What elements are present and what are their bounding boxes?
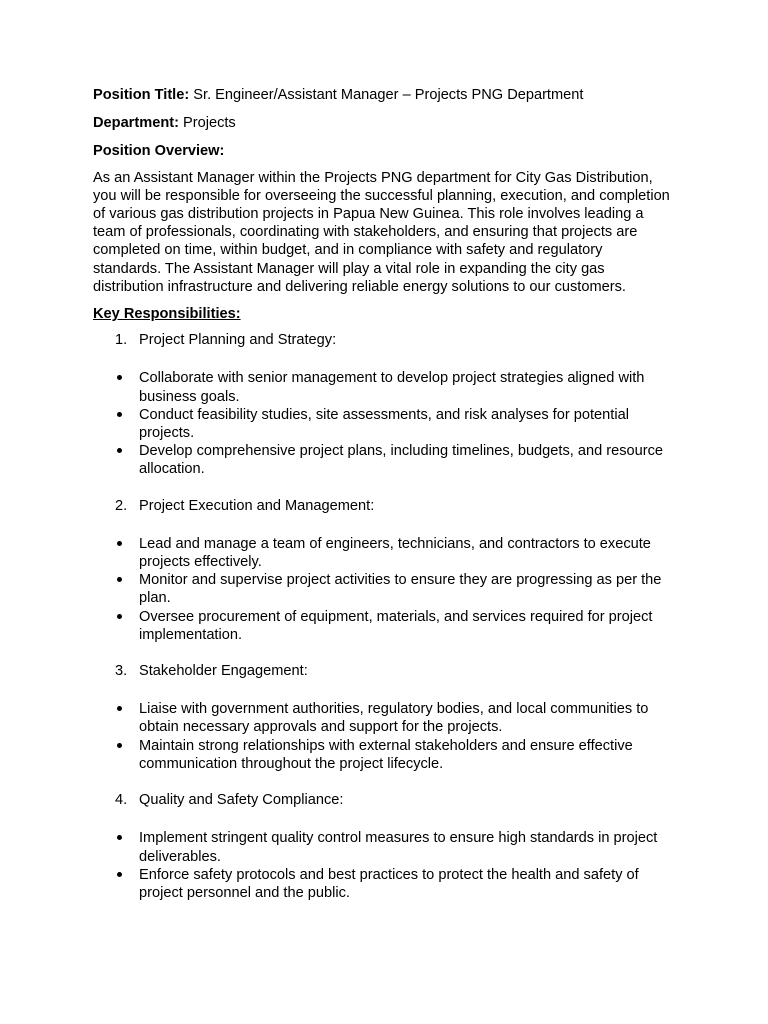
bullet-item (93, 406, 708, 442)
bullet-text: Maintain strong relationships with external stakeholders and ensure effective communication throughout the project lifecycle. (139, 737, 633, 772)
section-title: Stakeholder Engagement: (139, 663, 308, 680)
bullet-item (93, 737, 708, 773)
bullet-text: Monitor and supervise project activities to ensure they are progressing as per the plan. (139, 572, 662, 607)
bullet-text: Enforce safety protocols and best practices to protect the health and safety of project personnel and the public. (139, 866, 639, 901)
section-heading (93, 497, 708, 515)
responsibility-section (93, 331, 708, 478)
bullet-item (93, 571, 708, 607)
bullet-item (93, 829, 708, 865)
section-number: 3. (115, 663, 128, 680)
position-title-label: Position Title: (93, 87, 190, 103)
section-number: 2. (115, 497, 128, 514)
position-overview-text: As an Assistant Manager within the Projects PNG department for City Gas Distribution, you will be responsible for overseeing the successful planning, execution, and completion of various gas distribution projects in Papua New Guinea. This role involves leading a team of professionals, coordinating with stakeholders, and ensuring that projects are completed on time, within budget, and in compliance with safety and regulatory standards. The Assistant Manager will play a vital role in expanding the city gas distribution infrastructure and delivering reliable energy solutions to our customers. (93, 169, 670, 295)
bullet-dot-icon (93, 571, 139, 607)
bullet-dot-icon (93, 829, 139, 865)
position-title-value: Sr. Engineer/Assistant Manager – Projects PNG Department (193, 87, 584, 103)
section-number: 1. (115, 332, 128, 349)
bullet-dot-icon (93, 535, 139, 571)
responsibility-section (93, 791, 708, 902)
position-overview-label: Position Overview: (93, 143, 225, 160)
bullet-list (93, 535, 708, 644)
bullet-dot-icon (93, 406, 139, 442)
section-title: Project Planning and Strategy: (139, 332, 337, 349)
bullet-item (93, 608, 708, 644)
bullet-dot-icon (93, 737, 139, 773)
section-heading (93, 331, 708, 349)
responsibility-section (93, 662, 708, 773)
section-title: Project Execution and Management: (139, 497, 375, 514)
bullet-text: Implement stringent quality control measures to ensure high standards in project deliverables. (139, 830, 658, 865)
bullet-dot-icon (93, 866, 139, 902)
bullet-item (93, 442, 708, 478)
department-line (93, 114, 708, 132)
bullet-text: Collaborate with senior management to develop project strategies aligned with business goals. (139, 370, 645, 405)
section-title: Quality and Safety Compliance: (139, 792, 344, 809)
department-value: Projects (183, 115, 236, 132)
bullet-item (93, 700, 708, 736)
bullet-list (93, 369, 708, 478)
responsibility-section (93, 497, 708, 644)
key-responsibilities-heading: Key Responsibilities: (93, 306, 241, 323)
responsibility-sections (93, 331, 708, 902)
department-label: Department: (93, 115, 179, 132)
bullet-item (93, 866, 708, 902)
bullet-text: Develop comprehensive project plans, including timelines, budgets, and resource allocation. (139, 443, 664, 478)
bullet-item (93, 535, 708, 571)
bullet-dot-icon (93, 369, 139, 405)
bullet-dot-icon (93, 608, 139, 644)
bullet-text: Liaise with government authorities, regulatory bodies, and local communities to obtain necessary approvals and support for the projects. (139, 701, 649, 736)
bullet-text: Conduct feasibility studies, site assessments, and risk analyses for potential projects. (139, 406, 629, 442)
bullet-dot-icon (93, 700, 139, 736)
bullet-text: Oversee procurement of equipment, materials, and services required for project implementation. (139, 608, 653, 643)
bullet-list (93, 829, 708, 902)
bullet-dot-icon (93, 442, 139, 478)
bullet-text: Lead and manage a team of engineers, technicians, and contractors to execute projects effectively. (139, 535, 651, 571)
bullet-list (93, 700, 708, 773)
section-heading (93, 662, 708, 680)
section-number: 4. (115, 792, 128, 809)
position-title-line (93, 86, 708, 104)
section-heading (93, 791, 708, 809)
bullet-item (93, 369, 708, 405)
